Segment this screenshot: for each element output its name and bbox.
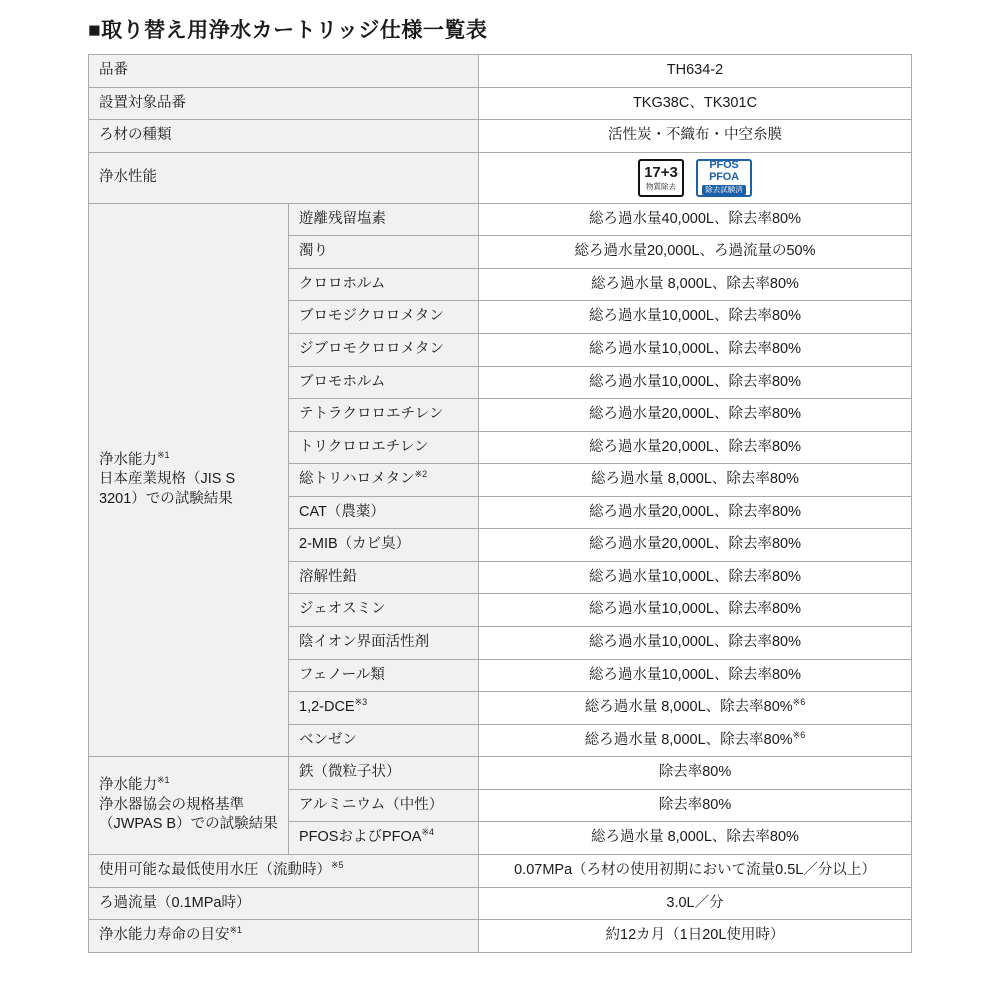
jis-group-label xyxy=(89,203,289,757)
row-label: 品番 xyxy=(89,55,479,88)
badge-17-bottom: 物質除去 xyxy=(646,181,676,191)
item-value: 総ろ過水量10,000L、除去率80% xyxy=(479,561,912,594)
jwpas-group-line1-note: ※1 xyxy=(157,775,170,786)
item-label: ブロモホルム xyxy=(289,366,479,399)
badge-17plus3-icon xyxy=(638,159,684,197)
badge-pfos-pfoa-icon xyxy=(696,159,752,197)
performance-badges-cell xyxy=(479,152,912,203)
table-row xyxy=(89,920,912,953)
item-value: 除去率80% xyxy=(479,789,912,822)
item-label: ジブロモクロロメタン xyxy=(289,333,479,366)
item-label: テトラクロロエチレン xyxy=(289,399,479,432)
item-value: 総ろ過水量 8,000L、除去率80% xyxy=(479,268,912,301)
row-value: TH634-2 xyxy=(479,55,912,88)
item-value: 総ろ過水量 8,000L、除去率80% xyxy=(479,464,912,497)
row-value: 約12カ月（1日20L使用時） xyxy=(479,920,912,953)
performance-label: 浄水性能 xyxy=(89,152,479,203)
jis-group-line1: 浄水能力 xyxy=(99,451,157,468)
item-label: アルミニウム（中性） xyxy=(289,789,479,822)
jis-group-line1-note: ※1 xyxy=(157,449,170,460)
item-label: ベンゼン xyxy=(289,724,479,757)
item-label: フェノール類 xyxy=(289,659,479,692)
jwpas-group-line1: 浄水能力 xyxy=(99,777,157,794)
jis-group-line3: 3201）での試験結果 xyxy=(99,490,233,507)
item-label: PFOSおよびPFOA$^{※4}$ xyxy=(289,822,479,855)
page-title: ■取り替え用浄水カートリッジ仕様一覧表 xyxy=(88,19,488,42)
item-label: 陰イオン界面活性剤 xyxy=(289,627,479,660)
spec-table xyxy=(88,54,912,953)
jwpas-group-line3: （JWPAS B）での試験結果 xyxy=(99,816,278,833)
item-label: 濁り xyxy=(289,236,479,269)
jwpas-group-label xyxy=(89,757,289,855)
table-row xyxy=(89,120,912,153)
item-value: 総ろ過水量 8,000L、除去率80%$^{※6}$ xyxy=(479,724,912,757)
item-value: 総ろ過水量20,000L、除去率80% xyxy=(479,431,912,464)
row-label: ろ材の種類 xyxy=(89,120,479,153)
jwpas-group-line2: 浄水器協会の規格基準 xyxy=(99,796,244,813)
item-value: 総ろ過水量20,000L、ろ過流量の50% xyxy=(479,236,912,269)
item-value: 総ろ過水量10,000L、除去率80% xyxy=(479,333,912,366)
table-row xyxy=(89,55,912,88)
row-label: 使用可能な最低使用水圧（流動時）$^{※5}$ xyxy=(89,854,479,887)
table-row xyxy=(89,203,912,236)
badge-pfos-sub: 除去試験済 xyxy=(702,185,746,195)
item-value: 除去率80% xyxy=(479,757,912,790)
row-value: 3.0L／分 xyxy=(479,887,912,920)
item-value: 総ろ過水量20,000L、除去率80% xyxy=(479,529,912,562)
item-label: ジェオスミン xyxy=(289,594,479,627)
item-value: 総ろ過水量10,000L、除去率80% xyxy=(479,301,912,334)
item-label: ブロモジクロロメタン xyxy=(289,301,479,334)
item-label: クロロホルム xyxy=(289,268,479,301)
item-label: 1,2-DCE$^{※3}$ xyxy=(289,692,479,725)
item-value: 総ろ過水量40,000L、除去率80% xyxy=(479,203,912,236)
item-label: 2-MIB（カビ臭） xyxy=(289,529,479,562)
table-row-performance xyxy=(89,152,912,203)
table-row xyxy=(89,854,912,887)
badge-17-top: 17+3 xyxy=(644,163,678,181)
item-value: 総ろ過水量20,000L、除去率80% xyxy=(479,399,912,432)
row-label: 設置対象品番 xyxy=(89,87,479,120)
table-row xyxy=(89,87,912,120)
item-value: 総ろ過水量20,000L、除去率80% xyxy=(479,496,912,529)
item-value: 総ろ過水量10,000L、除去率80% xyxy=(479,366,912,399)
row-label: 浄水能力寿命の目安$^{※1}$ xyxy=(89,920,479,953)
item-value: 総ろ過水量 8,000L、除去率80%$^{※6}$ xyxy=(479,692,912,725)
row-label: ろ過流量（0.1MPa時） xyxy=(89,887,479,920)
item-label: 溶解性鉛 xyxy=(289,561,479,594)
jis-group-line2: 日本産業規格（JIS S xyxy=(99,471,236,488)
item-value: 総ろ過水量10,000L、除去率80% xyxy=(479,594,912,627)
badge-pfos-line2: PFOA xyxy=(709,170,739,183)
badge-pfos-line1: PFOS xyxy=(709,159,739,172)
item-value: 総ろ過水量 8,000L、除去率80% xyxy=(479,822,912,855)
item-value: 総ろ過水量10,000L、除去率80% xyxy=(479,659,912,692)
table-row xyxy=(89,757,912,790)
item-label: CAT（農薬） xyxy=(289,496,479,529)
table-row xyxy=(89,887,912,920)
item-value: 総ろ過水量10,000L、除去率80% xyxy=(479,627,912,660)
item-label: 遊離残留塩素 xyxy=(289,203,479,236)
item-label: 鉄（微粒子状） xyxy=(289,757,479,790)
row-value: 活性炭・不織布・中空糸膜 xyxy=(479,120,912,153)
row-value: TKG38C、TK301C xyxy=(479,87,912,120)
item-label: 総トリハロメタン$^{※2}$ xyxy=(289,464,479,497)
item-label: トリクロロエチレン xyxy=(289,431,479,464)
row-value: 0.07MPa（ろ材の使用初期において流量0.5L／分以上） xyxy=(479,854,912,887)
